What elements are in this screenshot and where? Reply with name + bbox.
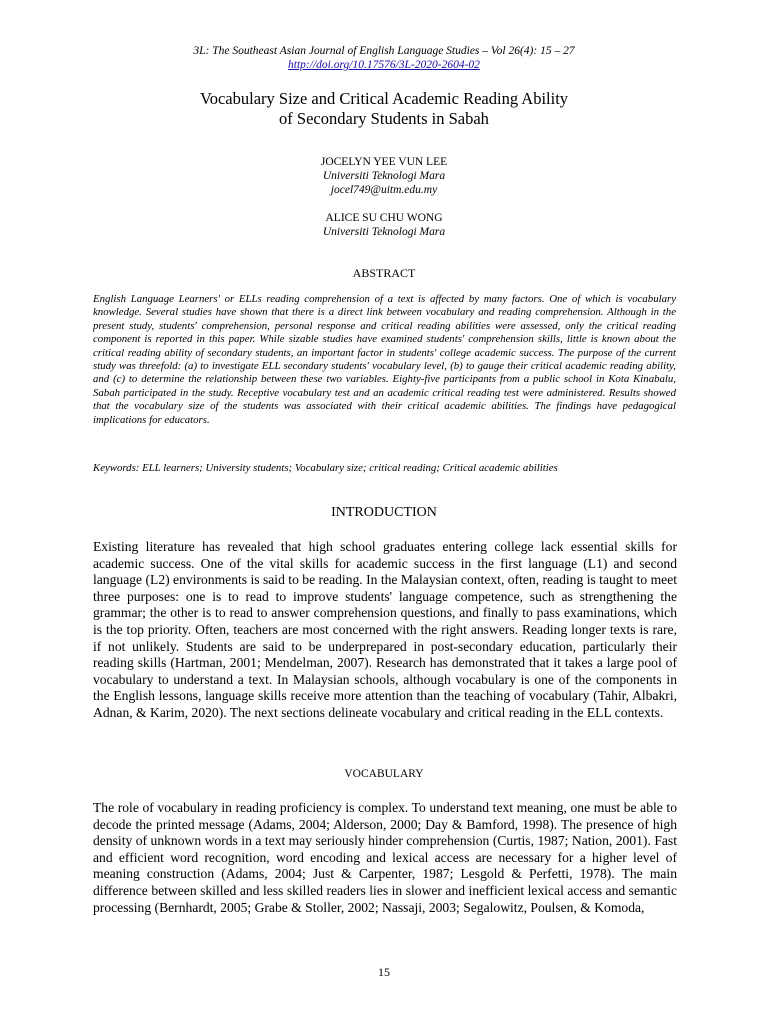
author-block (0, 155, 768, 239)
author-email[interactable]: jocel749@uitm.edu.my (330, 184, 438, 196)
title-line-2: of Secondary Students in Sabah (279, 109, 489, 128)
introduction-paragraph: Existing literature has revealed that high school graduates entering college lack essential skills for academic success. One of the vital skills for academic success in the first language (L1) and second language (L2) environments is said to be reading. In the Malaysian context, often, reading is taught to meet three purposes: one is to read to improve students' language competence, such as strengthening the grammar; the other is to read to answer comprehension questions, and finally to pass examinations, which is the top priority. Often, teachers are most concerned with the right answers. Reading longer texts is rare, if not unlikely. Students are said to be underprepared in post-secondary education, particularly their reading skills (Hartman, 2001; Mendelman, 2007). Research has demonstrated that it takes a large pool of vocabulary to understand a text. In Malaysian schools, although vocabulary is one of the components in the English lessons, language skills receive more attention than the teaching of vocabulary (Tahir, Albakri, Adnan, & Karim, 2020). The next sections delineate vocabulary and critical reading in the ELL contexts. (93, 539, 677, 720)
vocabulary-paragraph: The role of vocabulary in reading proficiency is complex. To understand text meaning, one must be able to decode the printed message (Adams, 2004; Alderson, 2000; Day & Bamford, 1998). The presence of high density of unknown words in a text may seriously hinder comprehension (Curtis, 1987; Nation, 2001). Fast and efficient word recognition, word encoding and lexical access are necessary for a higher level of meaning construction (Adams, 2004; Just & Carpenter, 1987; Lesgold & Perfetti, 1978). The main difference between skilled and less skilled readers lies in slower and inefficient lexical access and semantic processing (Bernhardt, 2005; Grabe & Stoller, 2002; Nassaji, 2003; Segalowitz, Poulsen, & Komoda, (93, 800, 677, 915)
page-number: 15 (378, 965, 390, 979)
journal-citation: 3L: The Southeast Asian Journal of English Language Studies – Vol 26(4): 15 – 27 (193, 45, 575, 57)
introduction-heading: INTRODUCTION (331, 505, 437, 520)
abstract-heading: ABSTRACT (352, 266, 416, 280)
author-affiliation: Universiti Teknologi Mara (322, 170, 446, 182)
journal-header (0, 44, 768, 72)
author-name: ALICE SU CHU WONG (325, 212, 443, 224)
author-name: JOCELYN YEE VUN LEE (320, 156, 448, 168)
doi-link[interactable]: http://doi.org/10.17576/3L-2020-2604-02 (288, 59, 480, 71)
abstract-text: English Language Learners' or ELLs reading comprehension of a text is affected by many factors. One of which is vocabulary knowledge. Several studies have shown that there is a direct link between vocabulary and reading comprehension. Although in the present study, students' comprehension, personal response and critical reading abilities were assessed, only the critical reading component is reported in this paper. While sizable studies have examined students' comprehension skills, little is known about the critical reading ability of secondary students, an important factor in students' college academic success. The purpose of the current study was threefold: (a) to investigate ELL secondary students' vocabulary level, (b) to gauge their critical academic reading ability, and (c) to determine the relationship between these two variables. Eighty-five participants from a public school in Kota Kinabalu, Sabah participated in the study. Receptive vocabulary test and an academic critical reading test were administered. Results showed that the vocabulary size of the students was associated with their critical academic abilities. The findings have pedagogical implications for educators. (93, 293, 676, 426)
author-affiliation: Universiti Teknologi Mara (322, 226, 446, 238)
keywords: Keywords: ELL learners; University students; Vocabulary size; critical reading; Critical academic abilities (93, 462, 558, 474)
title-line-1: Vocabulary Size and Critical Academic Reading Ability (199, 89, 569, 108)
paper-title (0, 89, 768, 129)
vocabulary-heading: VOCABULARY (344, 768, 424, 780)
